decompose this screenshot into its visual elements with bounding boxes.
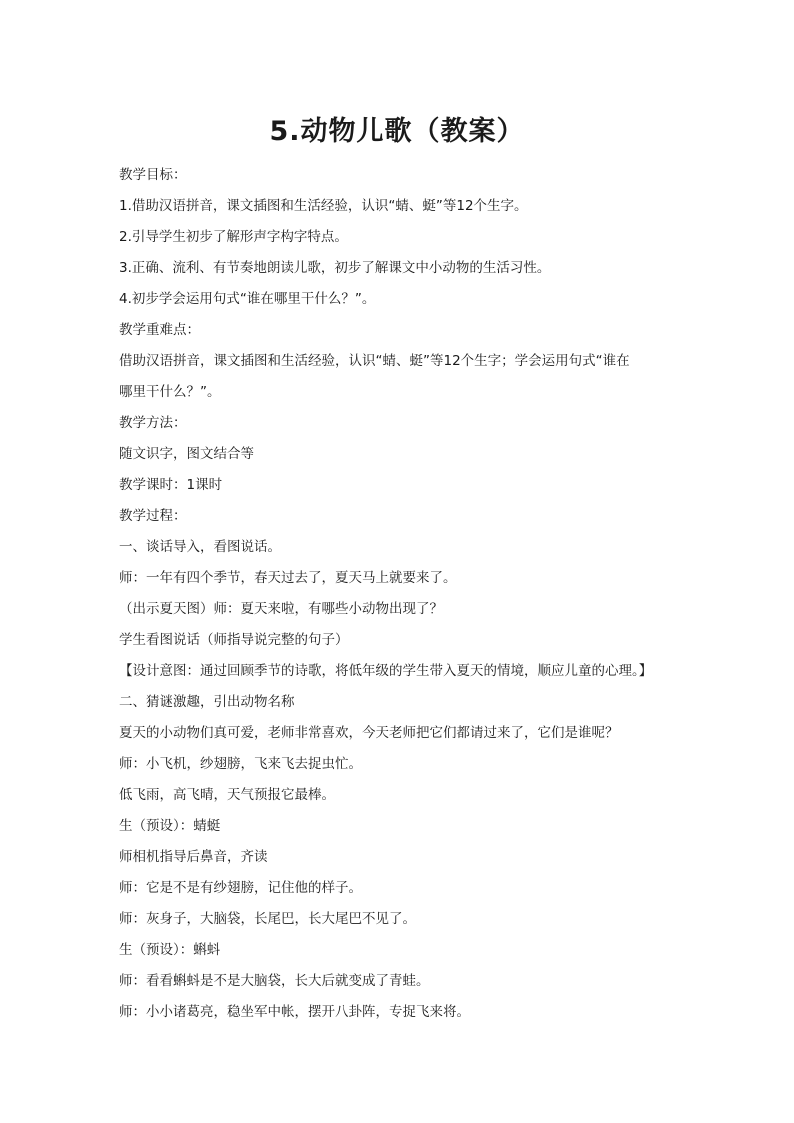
paragraph-line: 师：灰身子，大脑袋，长尾巴，长大尾巴不见了。 (119, 911, 416, 927)
paragraph-line: 哪里干什么？”。 (119, 384, 221, 400)
objective-item: 4.初步学会运用句式“谁在哪里干什么？”。 (119, 291, 376, 307)
step-heading: 一、谈话导入，看图说话。 (119, 539, 281, 555)
section-heading-process: 教学过程： (119, 508, 187, 524)
paragraph-line: 师相机指导后鼻音，齐读 (119, 849, 268, 865)
objective-item: 2.引导学生初步了解形声字构字特点。 (119, 229, 348, 245)
paragraph-line: 师：小飞机，纱翅膀，飞来飞去捉虫忙。 (119, 756, 362, 772)
paragraph-line: （出示夏天图）师：夏天来啦，有哪些小动物出现了？ (119, 601, 443, 617)
section-heading-objectives: 教学目标： (119, 167, 187, 183)
document-title: 5.动物儿歌（教案） (269, 116, 525, 147)
design-intent-note: 【设计意图：通过回顾季节的诗歌，将低年级的学生带入夏天的情境，顺应儿童的心理。】 (119, 663, 653, 679)
objective-item: 3.正确、流利、有节奏地朗读儿歌，初步了解课文中小动物的生活习性。 (119, 260, 551, 276)
paragraph-line: 师：它是不是有纱翅膀，记住他的样子。 (119, 880, 362, 896)
paragraph-line: 学生看图说话（师指导说完整的句子） (119, 632, 349, 648)
paragraph-line: 随文识字，图文结合等 (119, 446, 254, 462)
paragraph-line: 生（预设）：蜻蜓 (119, 818, 221, 834)
section-heading-methods: 教学方法： (119, 415, 187, 431)
step-heading: 二、猜谜激趣，引出动物名称 (119, 694, 295, 710)
section-heading-key-points: 教学重难点： (119, 322, 200, 338)
objective-item: 1.借助汉语拼音，课文插图和生活经验，认识“蜻、蜓”等12个生字。 (119, 198, 528, 214)
paragraph-line: 师：一年有四个季节，春天过去了，夏天马上就要来了。 (119, 570, 457, 586)
document-body (119, 160, 679, 1028)
paragraph-line: 夏天的小动物们真可爱，老师非常喜欢，今天老师把它们都请过来了，它们是谁呢？ (119, 725, 619, 741)
paragraph-line: 生（预设）：蝌蚪 (119, 942, 221, 958)
lesson-hours: 教学课时：1课时 (119, 477, 223, 493)
paragraph-line: 低飞雨，高飞晴，天气预报它最棒。 (119, 787, 335, 803)
paragraph-line: 师：小小诸葛亮，稳坐军中帐，摆开八卦阵，专捉飞来将。 (119, 1004, 470, 1020)
paragraph-line: 师：看看蝌蚪是不是大脑袋，长大后就变成了青蛙。 (119, 973, 430, 989)
paragraph-line: 借助汉语拼音，课文插图和生活经验，认识“蜻、蜓”等12个生字；学会运用句式“谁在 (119, 353, 630, 369)
